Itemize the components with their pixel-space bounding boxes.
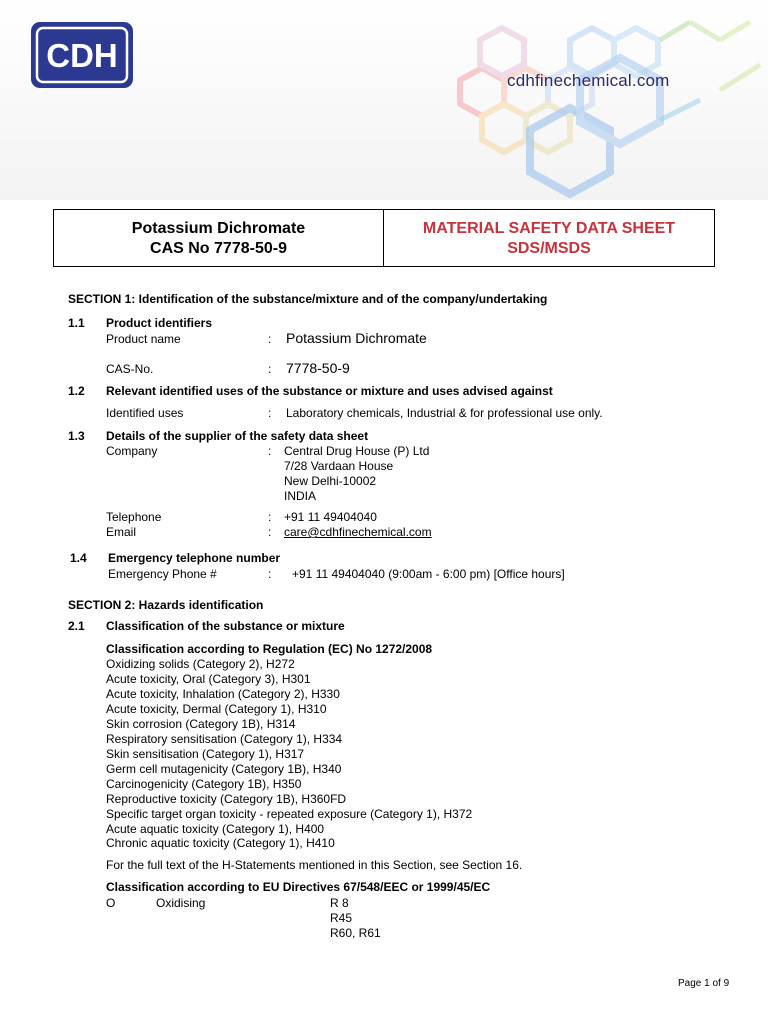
s14-number: 1.4 (70, 551, 87, 565)
cas-value: 7778-50-9 (286, 360, 350, 376)
classification-item: Acute toxicity, Dermal (Category 1), H310 (106, 702, 327, 716)
classification-item: Carcinogenicity (Category 1B), H350 (106, 777, 302, 791)
classification-item: Reproductive toxicity (Category 1B), H360FD (106, 792, 347, 806)
emergency-phone-value (292, 567, 565, 581)
page-number: Page 1 of 9 (678, 978, 730, 989)
colon: : (268, 332, 272, 346)
r-phrase: R60, R61 (330, 926, 381, 940)
classification-item: Acute aquatic toxicity (Category 1), H400 (106, 822, 325, 836)
s13-number: 1.3 (68, 429, 85, 443)
company-line: Central Drug House (P) Ltd (284, 444, 430, 458)
company-line: New Delhi-10002 (284, 474, 377, 488)
telephone-value: +91 11 49404040 (284, 510, 377, 524)
product-cas: CAS No 7778-50-9 (150, 240, 287, 257)
colon: : (268, 444, 272, 458)
s11-number: 1.1 (68, 316, 85, 330)
eu-classification-title: Classification according to EU Directives 67/548/EEC or 1999/45/EC (106, 880, 491, 894)
classification-item: Skin corrosion (Category 1B), H314 (106, 717, 296, 731)
classification-item: Acute toxicity, Inhalation (Category 2), H330 (106, 687, 340, 701)
eu-symbol: O (106, 896, 116, 910)
product-title-cell (54, 210, 384, 266)
identified-uses-value: Laboratory chemicals, Industrial & for professional use only. (286, 406, 603, 420)
emergency-phone-number: +91 11 49404040 (292, 567, 385, 581)
document-title: MATERIAL SAFETY DATA SHEET (422, 220, 676, 237)
emergency-phone-label: Emergency Phone # (108, 567, 217, 581)
cdh-logo (31, 22, 133, 88)
colon: : (268, 567, 272, 581)
s11-title: Product identifiers (106, 316, 213, 330)
classification-item: Respiratory sensitisation (Category 1), H334 (106, 732, 343, 746)
regulation-title: Classification according to Regulation (EC) No 1272/2008 (106, 642, 433, 656)
header-banner (0, 0, 768, 200)
section1-heading: SECTION 1: Identification of the substance/mixture and of the company/undertaking (68, 292, 548, 306)
classification-item: Specific target organ toxicity - repeated exposure (Category 1), H372 (106, 807, 473, 821)
company-line: INDIA (284, 489, 317, 503)
eu-label: Oxidising (156, 896, 206, 910)
product-title: Potassium Dichromate (131, 220, 306, 237)
classification-item: Oxidizing solids (Category 2), H272 (106, 657, 295, 671)
r-phrase: R45 (330, 911, 353, 925)
s13-title: Details of the supplier of the safety data sheet (106, 429, 369, 443)
full-text-note: For the full text of the H-Statements mentioned in this Section, see Section 16. (106, 858, 523, 872)
email-link[interactable]: care@cdhfinechemical.com (284, 525, 432, 539)
s12-title: Relevant identified uses of the substance or mixture and uses advised against (106, 384, 553, 398)
logo-text: CDH (46, 37, 118, 74)
colon: : (268, 406, 272, 420)
company-line: 7/28 Vardaan House (284, 459, 394, 473)
colon: : (268, 525, 272, 539)
document-subtitle: SDS/MSDS (507, 240, 591, 257)
product-name-label: Product name (106, 332, 181, 346)
email-label: Email (106, 525, 137, 539)
r-phrase: R 8 (330, 896, 349, 910)
company-label: Company (106, 444, 158, 458)
colon: : (268, 510, 272, 524)
molecule-graphic (420, 0, 768, 200)
classification-item: Germ cell mutagenicity (Category 1B), H340 (106, 762, 342, 776)
site-url: cdhfinechemical.com (507, 71, 670, 90)
cas-label: CAS-No. (106, 362, 154, 376)
s21-title: Classification of the substance or mixture (106, 619, 345, 633)
s21-number: 2.1 (68, 619, 85, 633)
product-name-value: Potassium Dichromate (286, 330, 427, 346)
document-title-cell (384, 210, 714, 266)
classification-item: Skin sensitisation (Category 1), H317 (106, 747, 305, 761)
telephone-label: Telephone (106, 510, 162, 524)
emergency-phone-hours: (9:00am - 6:00 pm) [Office hours] (388, 567, 565, 581)
s14-title: Emergency telephone number (108, 551, 281, 565)
section2-heading: SECTION 2: Hazards identification (68, 598, 264, 612)
colon: : (268, 362, 272, 376)
s12-number: 1.2 (68, 384, 85, 398)
classification-item: Acute toxicity, Oral (Category 3), H301 (106, 672, 311, 686)
identified-uses-label: Identified uses (106, 406, 184, 420)
title-box (53, 209, 715, 267)
classification-item: Chronic aquatic toxicity (Category 1), H410 (106, 836, 335, 850)
